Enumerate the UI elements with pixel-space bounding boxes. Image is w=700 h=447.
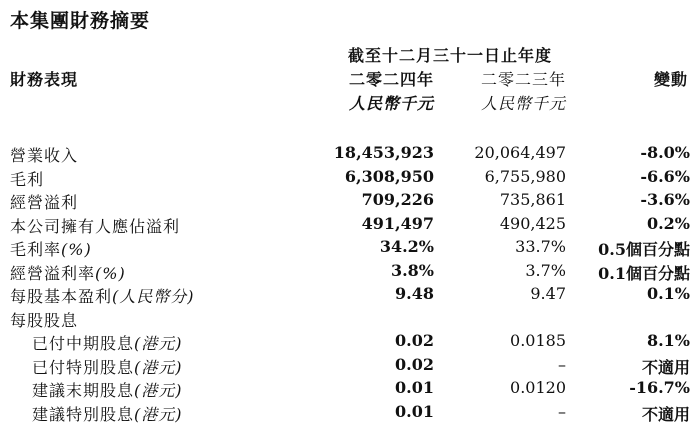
row-unit: (%): [95, 263, 126, 283]
row-label-text: 每股股息: [10, 310, 79, 330]
row-label: [10, 214, 180, 237]
change-value: -8.0%: [640, 143, 690, 162]
table-row: [0, 307, 700, 331]
value-2024: 34.2%: [379, 237, 434, 256]
row-label-text: 經營溢利: [10, 193, 79, 212]
row-label-text: 毛利率: [10, 240, 62, 259]
table-row: [0, 166, 700, 190]
value-2023: 735,861: [499, 190, 566, 209]
value-2023: 33.7%: [515, 237, 566, 256]
table-row: [0, 260, 700, 284]
row-label: [32, 331, 183, 354]
label-column-header: 財務表現: [10, 70, 79, 89]
table-row: [0, 401, 700, 425]
value-2023: 0.0185: [510, 331, 566, 350]
table-row: [0, 189, 700, 213]
row-label-text: 已付中期股息: [32, 334, 135, 353]
row-label: [10, 237, 92, 260]
value-2023: 20,064,497: [474, 143, 566, 162]
table-row: [0, 330, 700, 354]
row-label: [10, 261, 126, 284]
change-value: 不適用: [641, 404, 690, 424]
change-value: 0.1%: [646, 284, 690, 303]
value-2024: 0.01: [395, 378, 434, 397]
value-2023: –: [558, 354, 566, 374]
row-unit: (%): [61, 240, 92, 259]
row-label: [10, 190, 78, 213]
value-2024: 709,226: [361, 190, 434, 209]
value-2024: 18,453,923: [333, 143, 434, 162]
change-value: -6.6%: [640, 166, 690, 186]
year-2023-header: 二零二三年: [480, 70, 566, 89]
value-2024: 491,497: [361, 213, 434, 233]
table-row: [0, 213, 700, 237]
row-unit: (港元): [134, 381, 183, 400]
table-row: [0, 142, 700, 166]
value-2024: 0.02: [395, 354, 434, 374]
row-unit: (港元): [134, 404, 183, 424]
year-2024-header: 二零二四年: [348, 70, 434, 89]
row-label: [10, 308, 78, 331]
row-label: [32, 355, 183, 378]
value-2023: 0.0120: [510, 378, 566, 397]
unit-2024-header: 人民幣千元: [348, 94, 434, 113]
table-row: [0, 236, 700, 260]
unit-2023-header: 人民幣千元: [480, 94, 566, 113]
change-value: -16.7%: [629, 378, 690, 397]
row-unit: (人民幣分): [112, 287, 195, 306]
value-2023: 490,425: [499, 213, 566, 233]
table-row: [0, 354, 700, 378]
value-2023: 6,755,980: [484, 166, 566, 186]
row-label: [10, 143, 78, 166]
row-label-text: 毛利: [10, 169, 45, 189]
change-value: 0.5個百分點: [598, 240, 690, 259]
value-2024: 0.02: [395, 331, 434, 350]
change-value: 8.1%: [646, 331, 690, 350]
row-label-text: 營業收入: [10, 146, 79, 165]
row-label-text: 本公司擁有人應佔溢利: [10, 216, 181, 236]
row-label-text: 每股基本盈利: [10, 287, 113, 306]
row-label: [32, 402, 183, 425]
page-title: 本集團財務摘要: [10, 10, 151, 32]
row-unit: (港元): [134, 334, 183, 353]
row-label-text: 建議特別股息: [32, 404, 135, 424]
value-2023: 9.47: [530, 284, 566, 303]
change-value: 0.1個百分點: [598, 263, 690, 283]
value-2024: 0.01: [395, 401, 434, 421]
value-2024: 6,308,950: [344, 166, 434, 186]
change-value: -3.6%: [640, 190, 690, 209]
change-value: 不適用: [641, 357, 690, 377]
value-2024: 3.8%: [390, 260, 434, 280]
change-header: 變動: [653, 70, 688, 89]
change-value: 0.2%: [646, 213, 690, 233]
financial-table: [0, 142, 700, 424]
row-unit: (港元): [134, 357, 183, 377]
period-header: 截至十二月三十一日止年度: [347, 46, 552, 65]
row-label: [10, 284, 195, 307]
value-2024: 9.48: [395, 284, 434, 303]
table-row: [0, 283, 700, 307]
row-label-text: 經營溢利率: [10, 263, 96, 283]
row-label: [10, 167, 44, 190]
value-2023: 3.7%: [525, 260, 566, 280]
row-label-text: 建議末期股息: [32, 381, 135, 400]
row-label: [32, 378, 183, 401]
value-2023: –: [558, 401, 566, 421]
row-label-text: 已付特別股息: [32, 357, 135, 377]
table-row: [0, 377, 700, 401]
